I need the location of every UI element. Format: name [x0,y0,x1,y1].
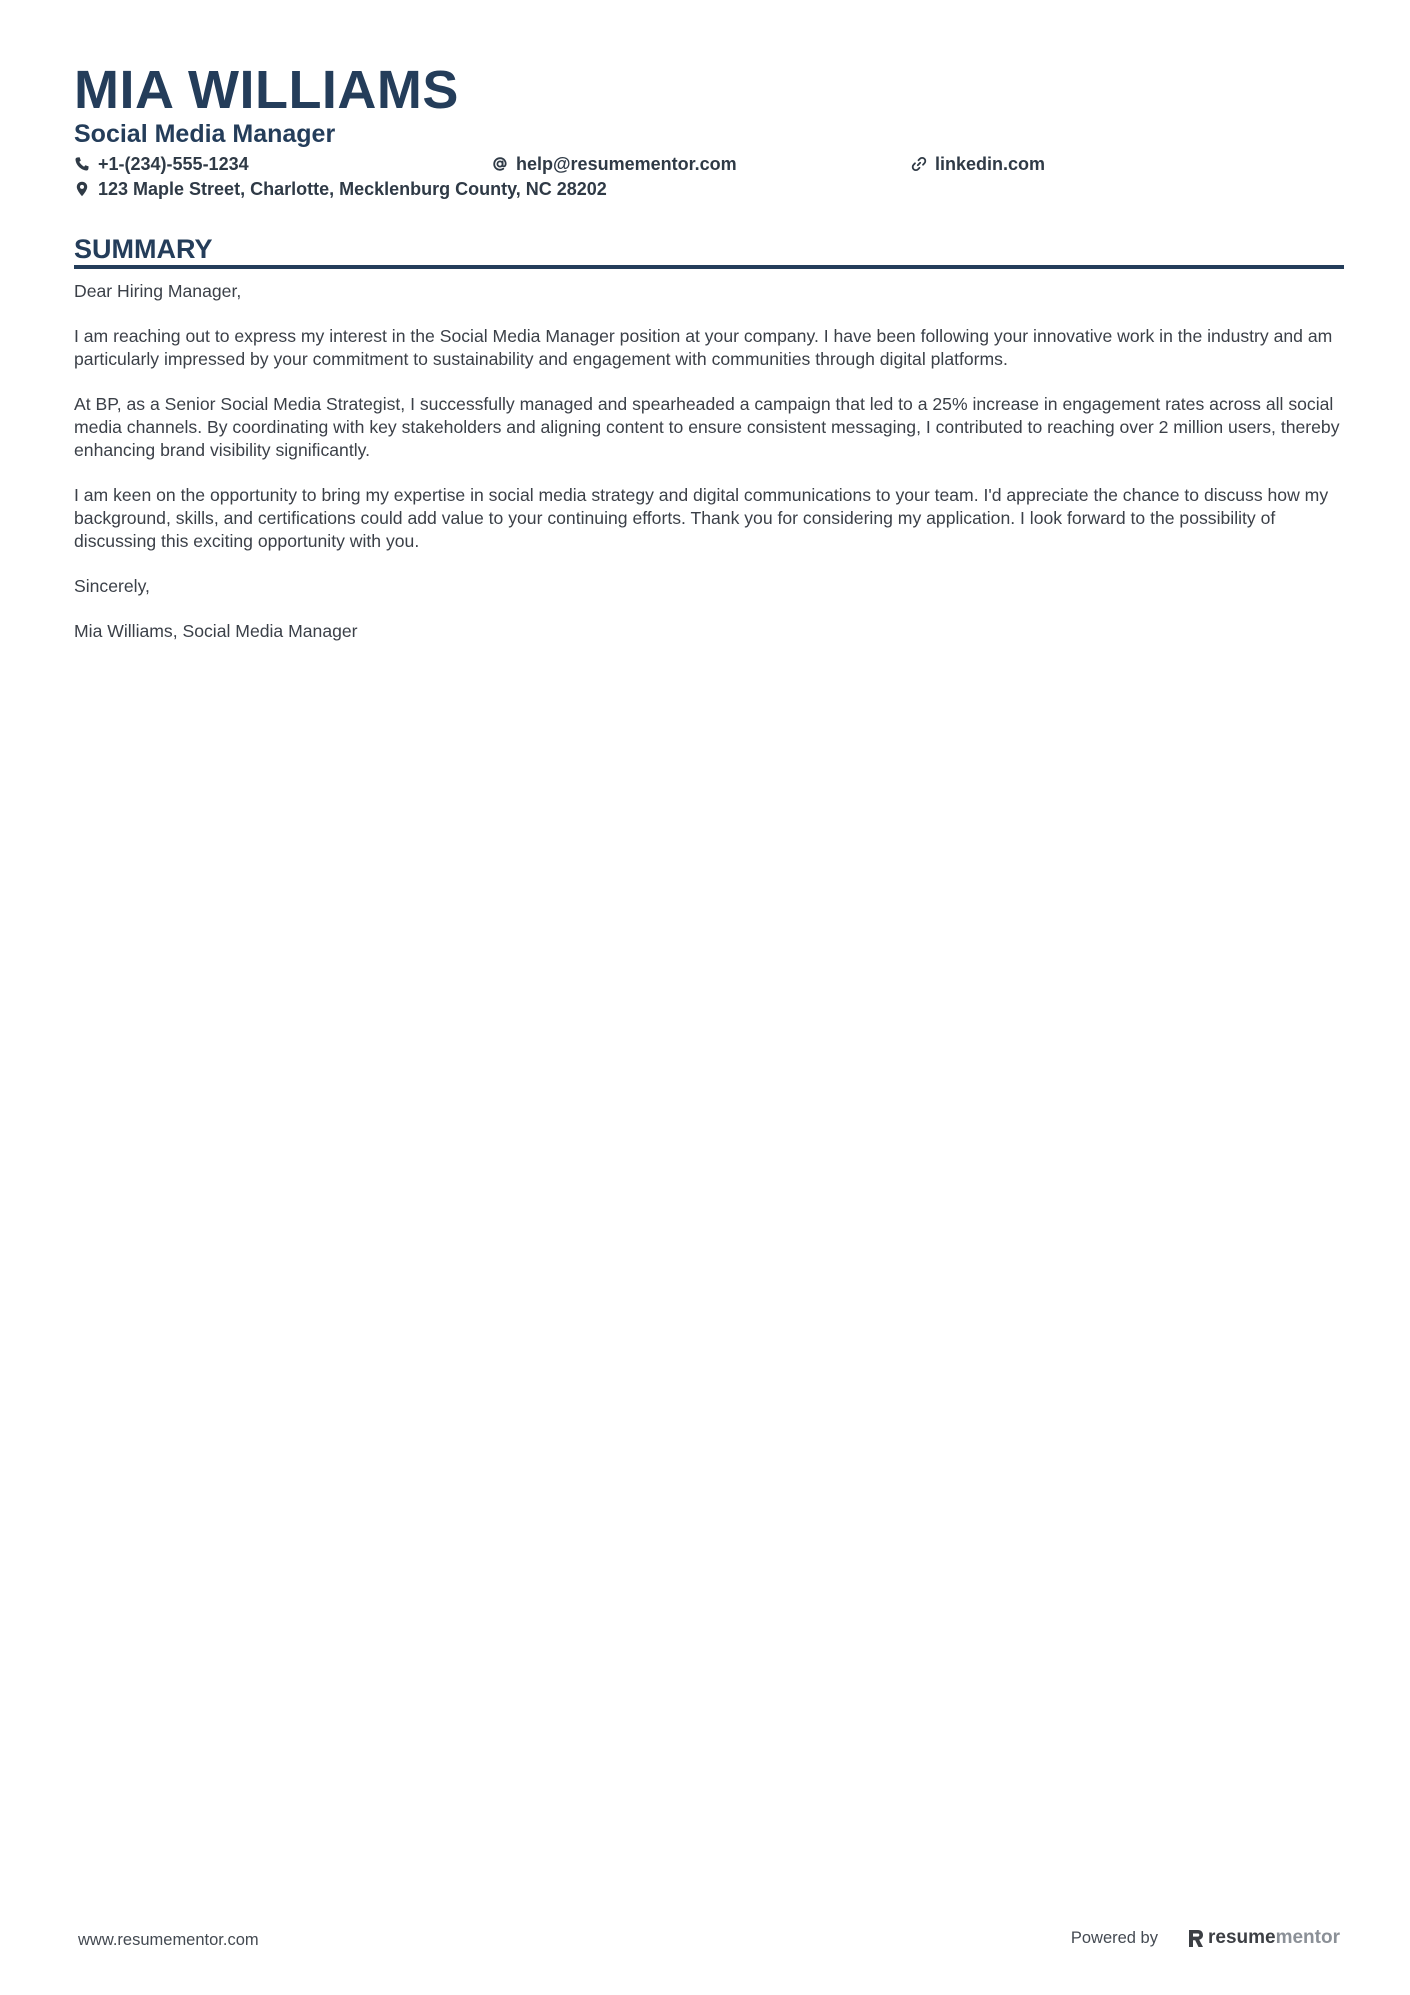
salutation: Dear Hiring Manager, [74,281,242,301]
brand-logo[interactable] [1188,1927,1340,1949]
contact-row [74,177,1344,201]
linkedin-url: linkedin.com [935,154,1046,174]
letter-paragraph: I am keen on the opportunity to bring my expertise in social media strategy and digital communications to your team. I'd appreciate the chance to discuss how my background, skills, and certifications could add value to your continuing efforts. Thank you for considering my application. I look forward to the possibility of discussing this exciting opportunity with you. [74,485,1329,551]
signature: Mia Williams, Social Media Manager [74,621,358,642]
section-heading-summary: SUMMARY [74,234,213,264]
brand-name-part2: mentor [1275,1927,1340,1948]
street-address: 123 Maple Street, Charlotte, Mecklenburg County, NC 28202 [98,179,607,199]
letter-paragraph: At BP, as a Senior Social Media Strategist, I successfully managed and spearheaded a campaign that led to a 25% increase in engagement rates across all social media channels. By coordinating with key stakeholders and aligning content to ensure consistent messaging, I contributed to reaching over 2 million users, thereby enhancing brand visibility significantly. [74,394,1340,460]
closing: Sincerely, [74,576,150,597]
phone-icon [74,156,90,172]
cover-letter-page [74,0,1344,1995]
letter-body [74,280,1344,643]
link-icon [911,156,927,172]
contact-address [74,177,607,201]
contact-row [74,152,1344,176]
footer-website[interactable]: www.resumementor.com [78,1931,259,1949]
candidate-name: MIA WILLIAMS [74,60,459,120]
resumementor-logo-icon [1188,1928,1208,1948]
contact-email[interactable] [492,152,737,176]
at-sign-icon [492,156,508,172]
brand-name-part1: resume [1207,1927,1276,1948]
email-address: help@resumementor.com [516,154,737,174]
footer-branding [1071,1926,1340,1950]
location-pin-icon [74,181,90,197]
phone-number: +1-(234)-555-1234 [98,154,249,174]
powered-by-label: Powered by [1070,1928,1158,1947]
contact-linkedin[interactable] [911,152,1045,176]
candidate-title: Social Media Manager [74,120,336,148]
letter-paragraph: I am reaching out to express my interest in the Social Media Manager position at your company. I have been following your innovative work in the industry and am particularly impressed by your commitment to sustainability and engagement with communities through digital platforms. [74,326,1333,370]
contact-phone[interactable] [74,152,249,176]
section-divider [74,265,1344,269]
